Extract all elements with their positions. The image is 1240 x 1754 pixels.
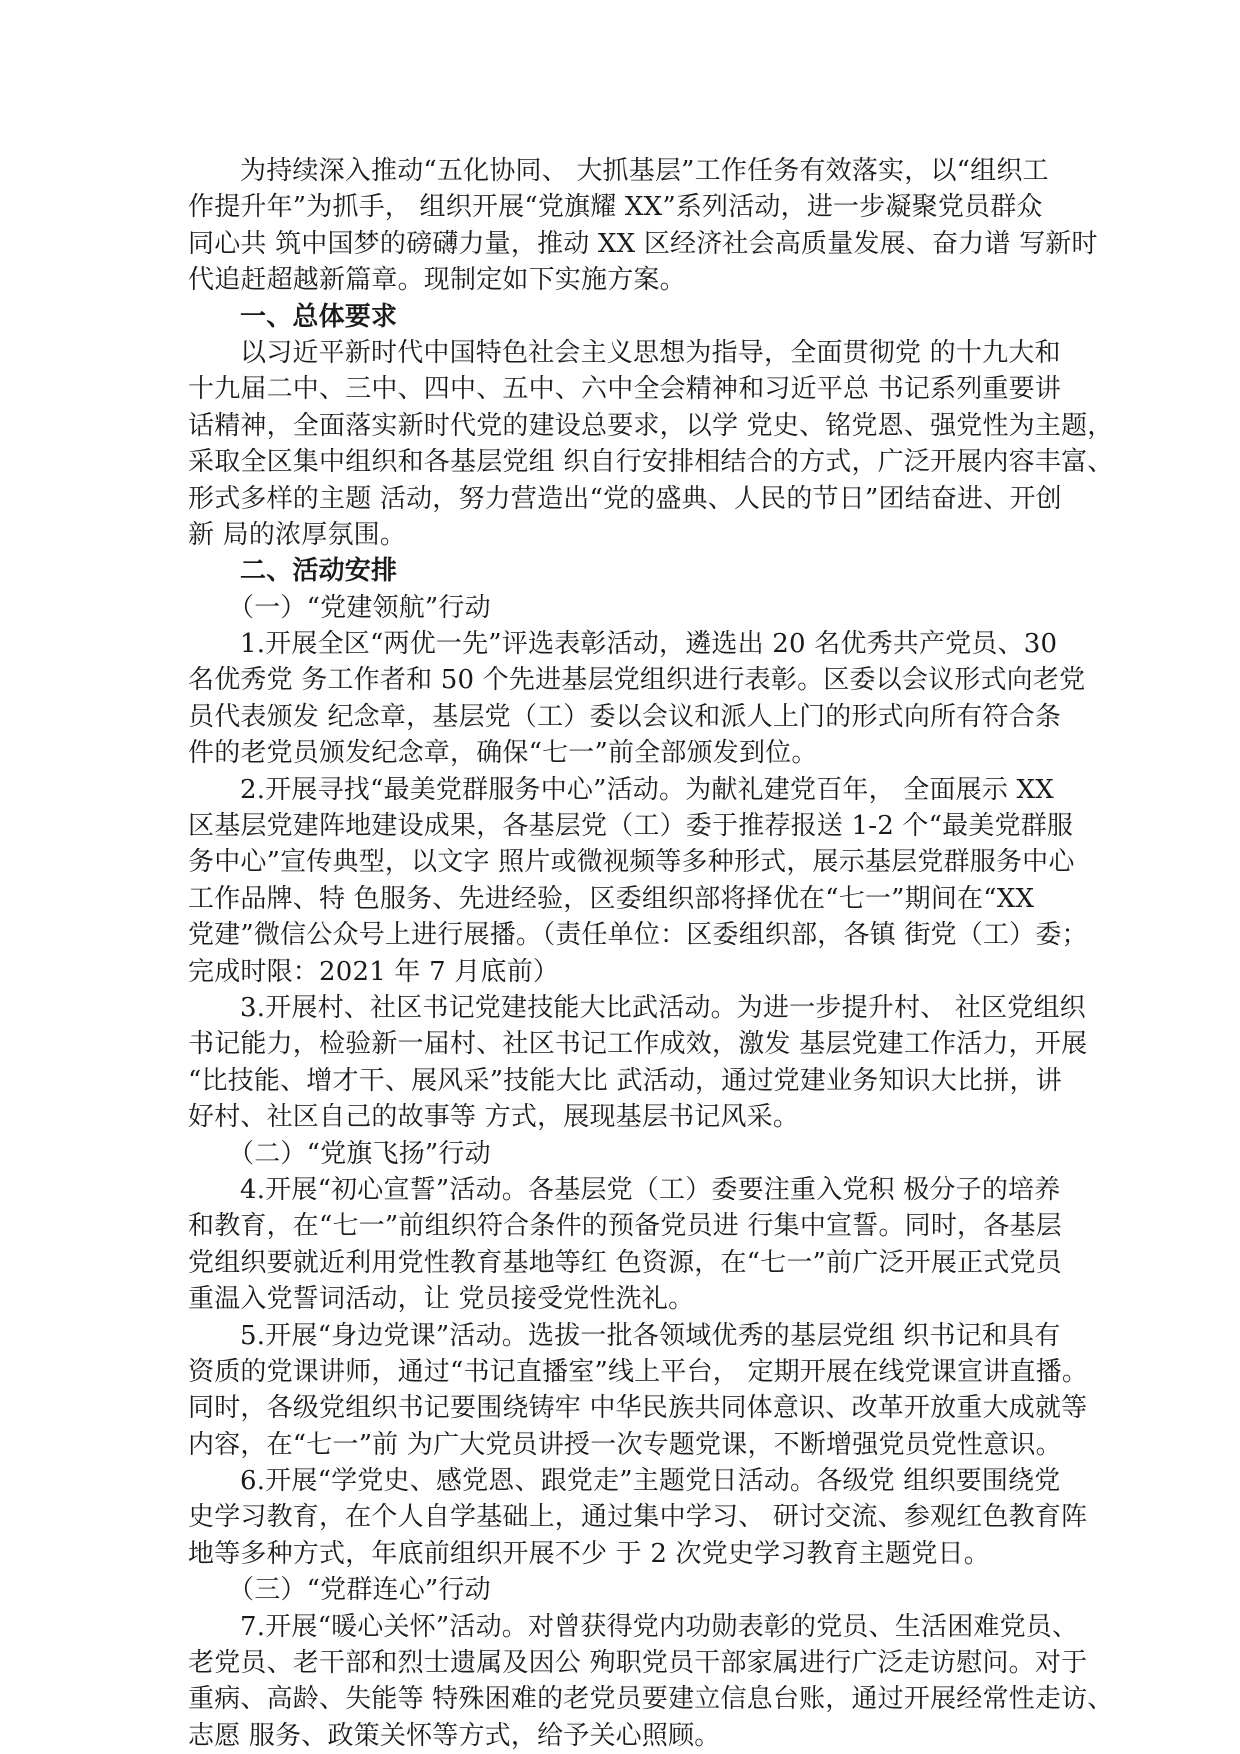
text-line: 重温入党誓词活动，让 党员接受党性洗礼。 [188, 1284, 695, 1315]
text-line: 党组织要就近利用党性教育基地等红 色资源，在“七一”前广泛开展正式党员 [188, 1247, 1062, 1278]
text-line: 党建”微信公众号上进行展播。（责任单位：区委组织部，各镇 街党（工）委； [188, 920, 1088, 951]
document-body [188, 153, 1114, 1754]
section-heading: 二、活动安排 [240, 556, 398, 587]
text-line: 4.开展“初心宣誓”活动。各基层党（工）委要注重入党积 极分子的培养 [240, 1174, 1061, 1205]
text-line: 老党员、老干部和烈士遗属及因公 殉职党员干部家属进行广泛走访慰问。对于 [188, 1648, 1088, 1679]
text-line: 书记能力，检验新一届村、社区书记工作成效，激发 基层党建工作活力，开展 [188, 1029, 1088, 1060]
text-line: 作提升年”为抓手， 组织开展“党旗耀 XX”系列活动，进一步凝聚党员群众 [188, 192, 1043, 223]
text-line: 2.开展寻找“最美党群服务中心”活动。为献礼建党百年， 全面展示 XX [240, 774, 1054, 805]
text-line: 7.开展“暖心关怀”活动。对曾获得党内功勋表彰的党员、生活困难党员、 [240, 1611, 1079, 1642]
text-line: 好村、社区自己的故事等 方式，展现基层书记风采。 [188, 1102, 800, 1133]
text-line: 区基层党建阵地建设成果，各基层党（工）委于推荐报送 1-2 个“最美党群服 [188, 811, 1074, 842]
text-line: “比技能、增才干、展风采”技能大比 武活动，通过党建业务知识大比拼，讲 [188, 1065, 1062, 1096]
text-line: 名优秀党 务工作者和 50 个先进基层党组织进行表彰。区委以会议形式向老党 [188, 665, 1086, 696]
subsection-heading: （一）“党建领航”行动 [228, 592, 491, 623]
text-line: 同时，各级党组织书记要围绕铸牢 中华民族共同体意识、改革开放重大成就等 [188, 1393, 1088, 1424]
text-line: 话精神，全面落实新时代党的建设总要求，以学 党史、铭党恩、强党性为主题， [188, 410, 1114, 441]
text-line: 新 局的浓厚氛围。 [188, 519, 407, 550]
section-heading: 一、总体要求 [240, 301, 398, 332]
subsection-heading: （二）“党旗飞扬”行动 [228, 1138, 491, 1169]
text-line: 为持续深入推动“五化协同、 大抓基层”工作任务有效落实，以“组织工 [240, 156, 1049, 186]
text-line: 同心共 筑中国梦的磅礴力量，推动 XX 区经济社会高质量发展、奋力谱 写新时 [188, 228, 1098, 259]
text-line: 3.开展村、社区书记党建技能大比武活动。为进一步提升村、 社区党组织 [240, 992, 1086, 1023]
text-line: 1.开展全区“两优一先”评选表彰活动，遴选出 20 名优秀共产党员、30 [240, 629, 1058, 660]
text-line: 地等多种方式，年底前组织开展不少 于 2 次党史学习教育主题党日。 [188, 1538, 990, 1569]
text-line: 完成时限：2021 年 7 月底前） [188, 956, 560, 987]
text-line: 志愿 服务、政策关怀等方式，给予关心照顾。 [188, 1720, 721, 1751]
text-line: 十九届二中、三中、四中、五中、六中全会精神和习近平总 书记系列重要讲 [188, 374, 1062, 405]
text-line: 重病、高龄、失能等 特殊困难的老党员要建立信息台账，通过开展经常性走访、 [188, 1684, 1114, 1715]
text-line: 形式多样的主题 活动，努力营造出“党的盛典、人民的节日”团结奋进、开创 [188, 483, 1062, 514]
text-line: 和教育，在“七一”前组织符合条件的预备党员进 行集中宣誓。同时，各基层 [188, 1211, 1062, 1242]
text-line: 以习近平新时代中国特色社会主义思想为指导，全面贯彻党 的十九大和 [240, 337, 1061, 368]
subsection-heading: （三）“党群连心”行动 [228, 1575, 491, 1606]
text-line: 代追赶超越新篇章。现制定如下实施方案。 [188, 265, 686, 296]
text-line: 内容，在“七一”前 为广大党员讲授一次专题党课，不断增强党员党性意识。 [188, 1429, 1062, 1460]
text-line: 工作品牌、特 色服务、先进经验，区委组织部将择优在“七一”期间在“XX [188, 883, 1035, 914]
text-line: 采取全区集中组织和各基层党组 织自行安排相结合的方式，广泛开展内容丰富、 [188, 447, 1114, 478]
text-line: 资质的党课讲师，通过“书记直播室”线上平台， 定期开展在线党课宣讲直播。 [188, 1356, 1089, 1387]
text-line: 5.开展“身边党课”活动。选拔一批各领域优秀的基层党组 织书记和具有 [240, 1320, 1061, 1351]
text-line: 史学习教育，在个人自学基础上，通过集中学习、 研讨交流、参观红色教育阵 [188, 1502, 1088, 1533]
text-line: 件的老党员颁发纪念章，确保“七一”前全部颁发到位。 [188, 738, 818, 769]
text-line: 员代表颁发 纪念章，基层党（工）委以会议和派人上门的形式向所有符合条 [188, 701, 1062, 732]
text-line: 务中心”宣传典型，以文字 照片或微视频等多种形式，展示基层党群服务中心 [188, 847, 1075, 878]
text-line: 6.开展“学党史、感党恩、跟党走”主题党日活动。各级党 组织要围绕党 [240, 1466, 1061, 1497]
